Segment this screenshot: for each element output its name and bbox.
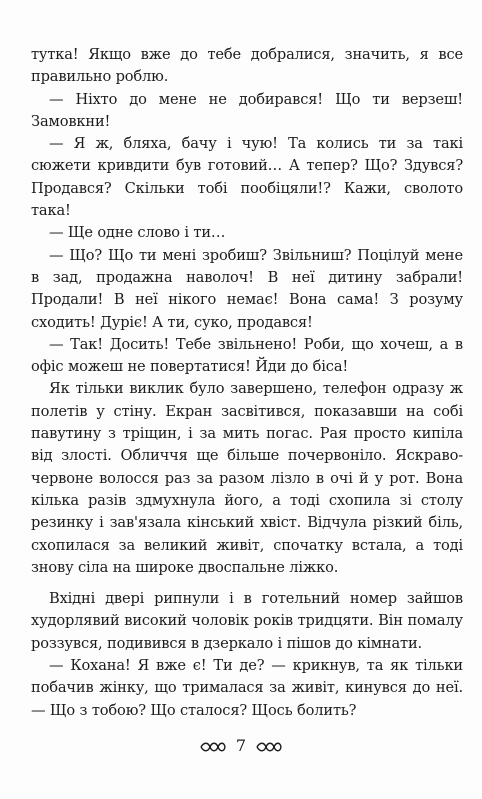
paragraph: Як тільки виклик було завершено, телефон одразу ж полетів у стіну. Екран засвітився, показавши на собі павутину з тріщин, і за мить погас. Рая просто кипіла від злості. Обличчя ще більше почервоніло. Яскраво-червоне волосся раз за разом лізло в очі й у рот. Вона кілька разів здмухнула його, а тоді схопила зі столу резинку і зав'язала кінський хвіст. Відчула різкий біль, схопилася за великий живіт, спочатку встала, а тоді знову сіла на широке двоспальне ліжко. [31, 380, 463, 576]
body-text [31, 44, 463, 722]
braid-ornament-icon [200, 740, 226, 752]
paragraph: — Що? Що ти мені зробиш? Звільниш? Поцілуй мене в зад, продажна наволоч! В неї дитину забрали! Продали! В неї нікого немає! Вона сама! З розуму сходить! Дуріє! А ти, суко, продався! [31, 246, 463, 331]
paragraph: — Я ж, бляха, бачу і чую! Та колись ти за такі сюжети кривдити був готовий… А тепер? Що? Здувся? Продався? Скільки тобі пообіцяли!? Кажи, сволото така! [31, 135, 463, 220]
page-footer [0, 734, 482, 758]
paragraph: — Ніхто до мене не добирався! Що ти верзеш! Замовкни! [31, 90, 463, 130]
page-number: 7 [235, 736, 247, 755]
paragraph: тутка! Якщо вже до тебе добралися, значить, я все правильно роблю. [31, 46, 463, 86]
paragraph: — Кохана! Я вже є! Ти де? — крикнув, та як тільки побачив жінку, що трималася за живіт, кинувся до неї. — Що з тобою? Що сталося? Щось болить? [31, 657, 463, 719]
paragraph: Вхідні двері рипнули і в готельний номер зайшов худорлявий високий чоловік років тридцяти. Він помалу роззувся, подивився в дзеркало і пішов до кімнати. [31, 590, 463, 652]
paragraph: — Так! Досить! Тебе звільнено! Роби, що хочеш, а в офіс можеш не повертатися! Йди до біса! [31, 335, 463, 376]
braid-ornament-icon [256, 740, 282, 752]
paragraph: — Ще одне слово і ти… [49, 224, 226, 242]
